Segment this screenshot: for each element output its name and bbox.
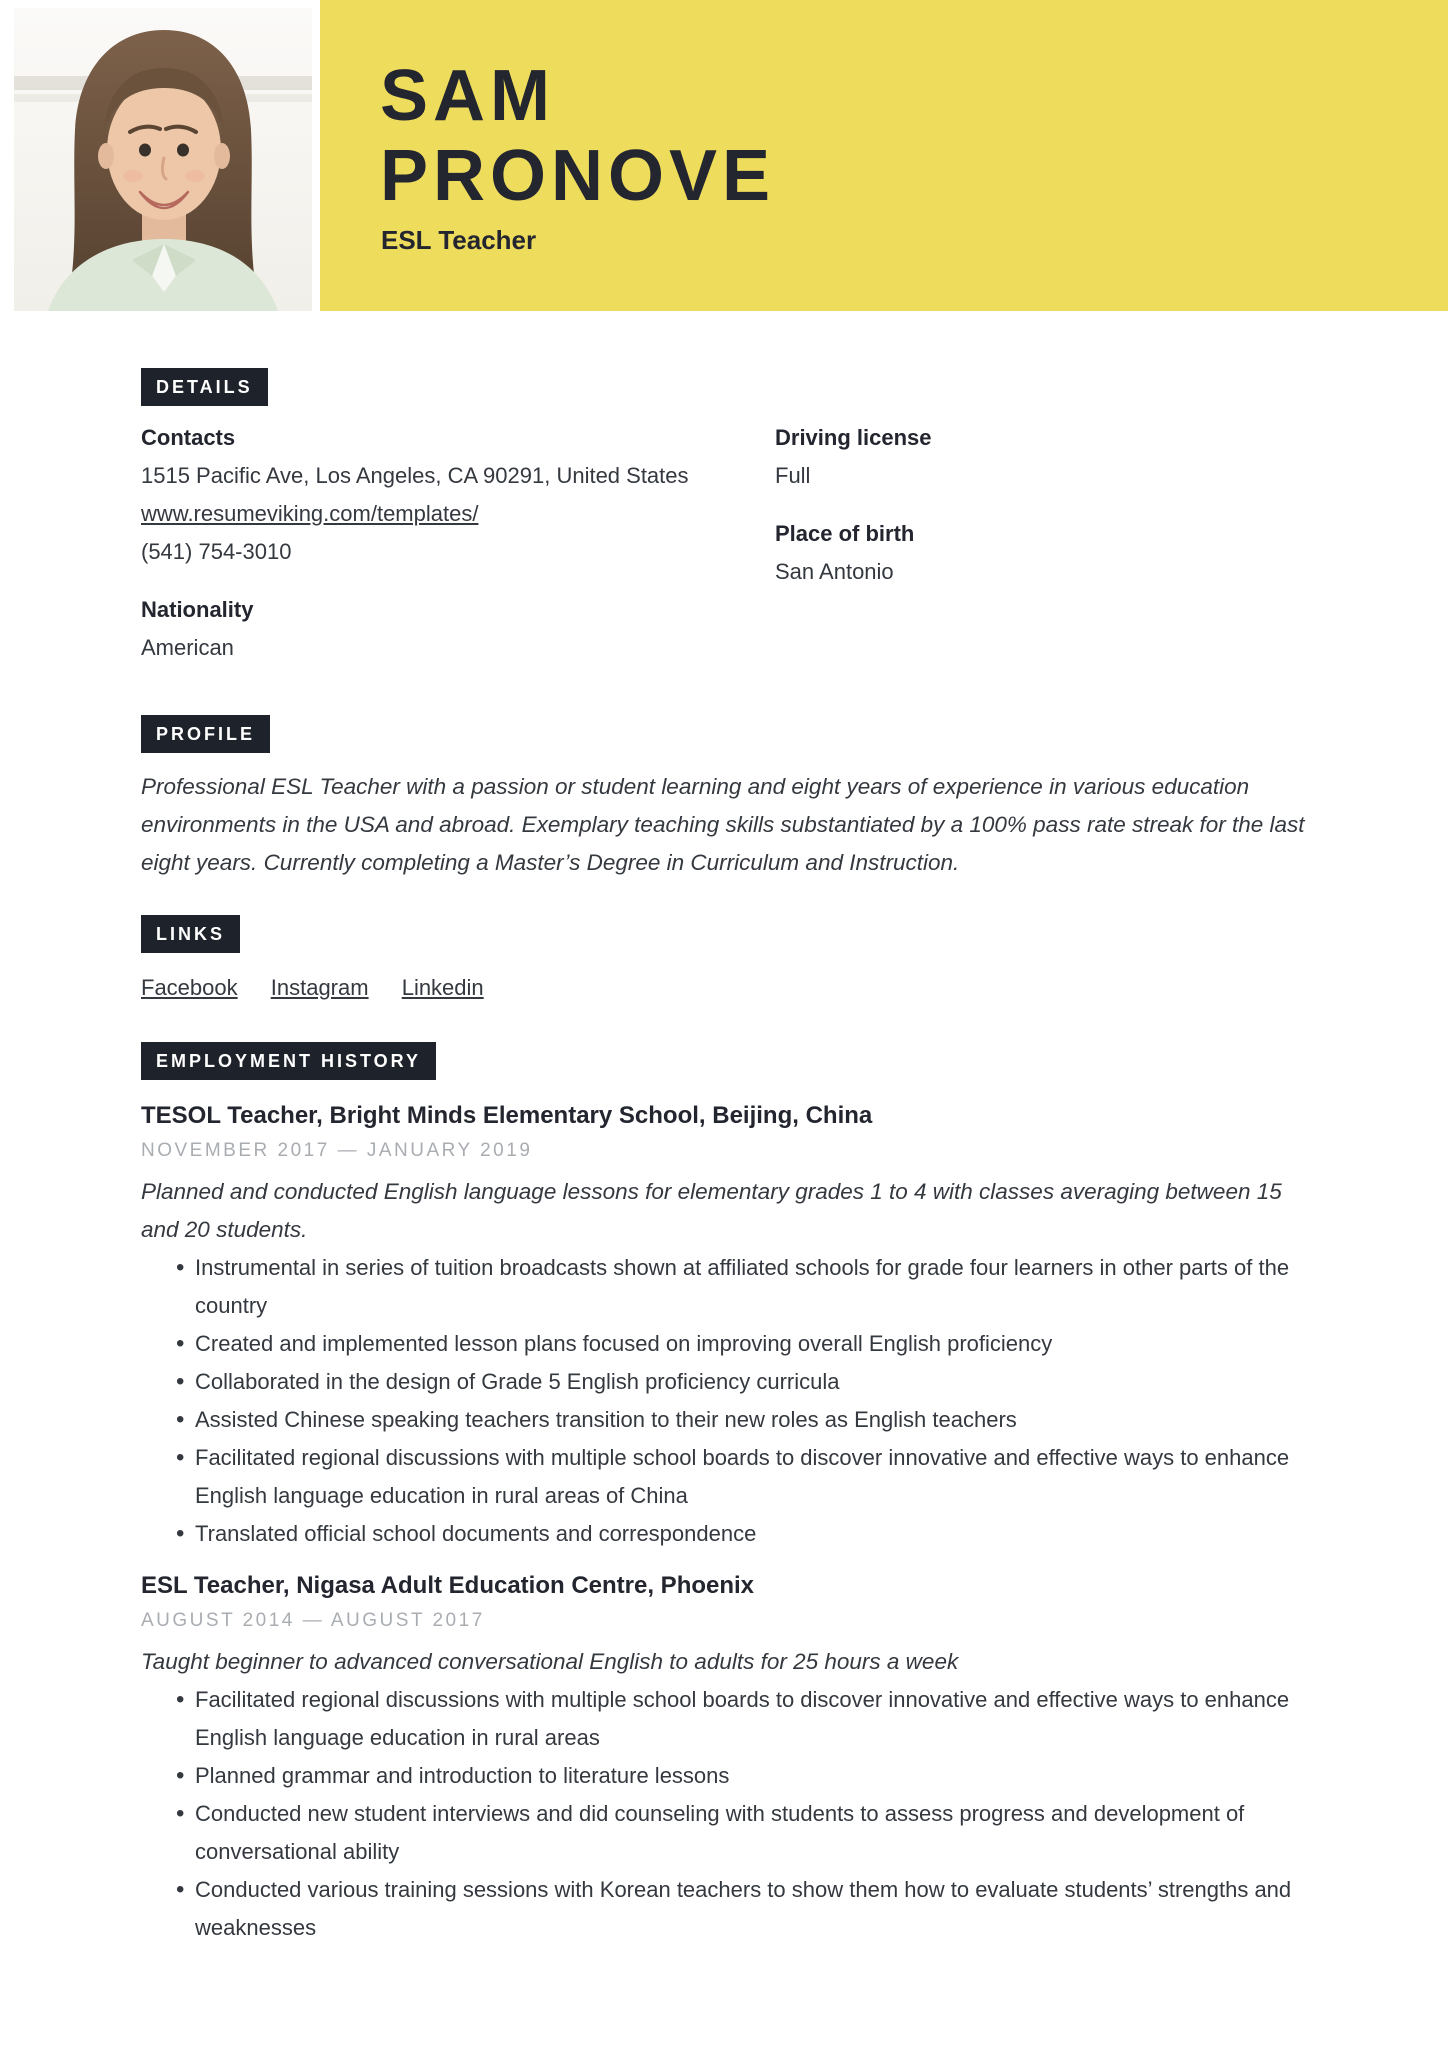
header <box>0 0 1448 311</box>
instagram-link[interactable]: Instagram <box>270 975 369 1000</box>
portrait-illustration <box>14 8 312 311</box>
job-bullet: • Collaborated in the design of Grade 5 English proficiency curricula <box>195 1363 1307 1401</box>
contacts-label: Contacts <box>141 425 236 450</box>
facebook-link[interactable]: Facebook <box>141 975 238 1000</box>
job-dates: AUGUST 2014 — AUGUST 2017 <box>141 1610 485 1631</box>
profile-photo <box>14 8 312 311</box>
website-link[interactable]: www.resumeviking.com/templates/ <box>141 501 479 526</box>
resume-body <box>141 311 1307 1947</box>
details-right-column <box>775 419 1307 687</box>
contacts-address: 1515 Pacific Ave, Los Angeles, CA 90291, United States <box>141 463 689 488</box>
contacts-phone: (541) 754-3010 <box>141 539 292 564</box>
job-summary: Planned and conducted English language lessons for elementary grades 1 to 4 with classes averaging between 15 and 20 students. <box>141 1179 1282 1242</box>
candidate-name-line1: SAM <box>380 56 555 136</box>
linkedin-link[interactable]: Linkedin <box>401 975 484 1000</box>
candidate-name <box>380 56 775 216</box>
nationality-label: Nationality <box>141 597 254 622</box>
job-entry <box>141 1567 1307 1947</box>
job-bullet-list <box>141 1681 1307 1947</box>
links-row <box>141 969 1307 1007</box>
job-bullet: • Conducted various training sessions with Korean teachers to show them how to evaluate students’ strengths and weaknesses <box>195 1871 1307 1947</box>
candidate-name-line2: PRONOVE <box>380 136 776 216</box>
job-entry <box>141 1097 1307 1553</box>
contacts-group <box>141 419 701 571</box>
job-summary: Taught beginner to advanced conversational English to adults for 25 hours a week <box>141 1649 959 1674</box>
job-dates: NOVEMBER 2017 — JANUARY 2019 <box>141 1140 533 1161</box>
place-of-birth-group <box>775 515 1307 591</box>
candidate-job-title: ESL Teacher <box>381 225 537 255</box>
profile-section-badge: PROFILE <box>141 715 270 753</box>
job-bullet: • Facilitated regional discussions with multiple school boards to discover innovative and effective ways to enhance English language education in rural areas of China <box>195 1439 1307 1515</box>
links-section-badge: LINKS <box>141 915 240 953</box>
job-bullet: • Conducted new student interviews and did counseling with students to assess progress and development of conversational ability <box>195 1795 1307 1871</box>
job-bullet: • Translated official school documents and correspondence <box>195 1515 1307 1553</box>
job-bullet: • Instrumental in series of tuition broadcasts shown at affiliated schools for grade four learners in other parts of the country <box>195 1249 1307 1325</box>
details-section-badge: DETAILS <box>141 368 268 406</box>
details-grid <box>141 419 1307 687</box>
job-bullet: • Created and implemented lesson plans focused on improving overall English proficiency <box>195 1325 1307 1363</box>
nationality-group <box>141 591 701 667</box>
job-title: TESOL Teacher, Bright Minds Elementary School, Beijing, China <box>141 1102 873 1129</box>
job-bullet: • Assisted Chinese speaking teachers transition to their new roles as English teachers <box>195 1401 1307 1439</box>
job-bullet: • Facilitated regional discussions with multiple school boards to discover innovative and effective ways to enhance English language education in rural areas <box>195 1681 1307 1757</box>
driving-license-value: Full <box>775 463 811 488</box>
nationality-value: American <box>141 635 234 660</box>
job-bullet-list <box>141 1249 1307 1553</box>
driving-license-label: Driving license <box>775 425 932 450</box>
job-bullet: • Planned grammar and introduction to literature lessons <box>195 1757 1307 1795</box>
job-title: ESL Teacher, Nigasa Adult Education Centre, Phoenix <box>141 1572 755 1599</box>
place-of-birth-label: Place of birth <box>775 521 915 546</box>
place-of-birth-value: San Antonio <box>775 559 894 584</box>
employment-section-badge: EMPLOYMENT HISTORY <box>141 1042 436 1080</box>
profile-summary: Professional ESL Teacher with a passion or student learning and eight years of experience in various education environments in the USA and abroad. Exemplary teaching skills substantiated by a 100% pass rate streak for the last eight years. Currently completing a Master’s Degree in Curriculum and Instruction. <box>141 774 1305 875</box>
driving-license-group <box>775 419 1307 495</box>
details-left-column <box>141 419 701 687</box>
